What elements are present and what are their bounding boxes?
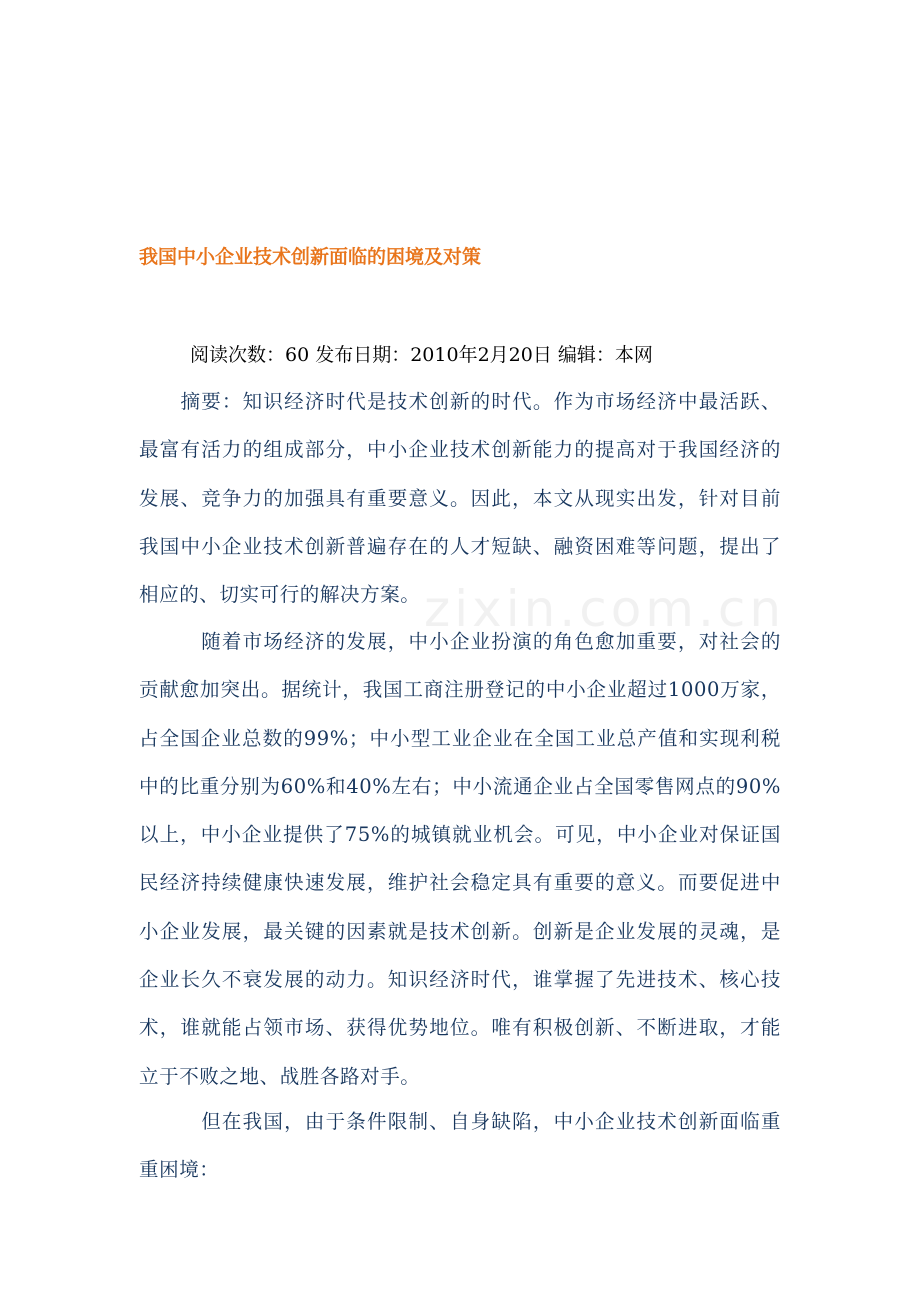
article-abstract: 摘要：知识经济时代是技术创新的时代。作为市场经济中最活跃、最富有活力的组成部分，中小企业技术创新能力的提高对于我国经济的发展、竞争力的加强具有重要意义。因此，本文从现实出发，针对目前我国中小企业技术创新普遍存在的人才短缺、融资困难等问题，提出了相应的、切实可行的解决方案。 (139, 390, 781, 607)
article-meta-line: 阅读次数：60 发布日期：2010年2月20日 编辑：本网 (190, 344, 653, 366)
article-title: 我国中小企业技术创新面临的困境及对策 (139, 246, 482, 268)
body-paragraph-1: 随着市场经济的发展，中小企业扮演的角色愈加重要，对社会的贡献愈加突出。据统计，我国工商注册登记的中小企业超过1000万家，占全国企业总数的99%；中小型工业企业在全国工业总产值和实现利税中的比重分别为60%和40%左右；中小流通企业占全国零售网点的90%以上，中小企业提供了75%的城镇就业机会。可见，中小企业对保证国民经济持续健康快速发展，维护社会稳定具有重要的意义。而要促进中小企业发展，最关键的因素就是技术创新。创新是企业发展的灵魂，是企业长久不衰发展的动力。知识经济时代，谁掌握了先进技术、核心技术，谁就能占领市场、获得优势地位。唯有积极创新、不断进取，才能立于不败之地、战胜各路对手。 (139, 630, 781, 1088)
body-paragraph-2: 但在我国，由于条件限制、自身缺陷，中小企业技术创新面临重重困境： (139, 1110, 781, 1182)
watermark: zixin.com.cn (424, 580, 786, 638)
